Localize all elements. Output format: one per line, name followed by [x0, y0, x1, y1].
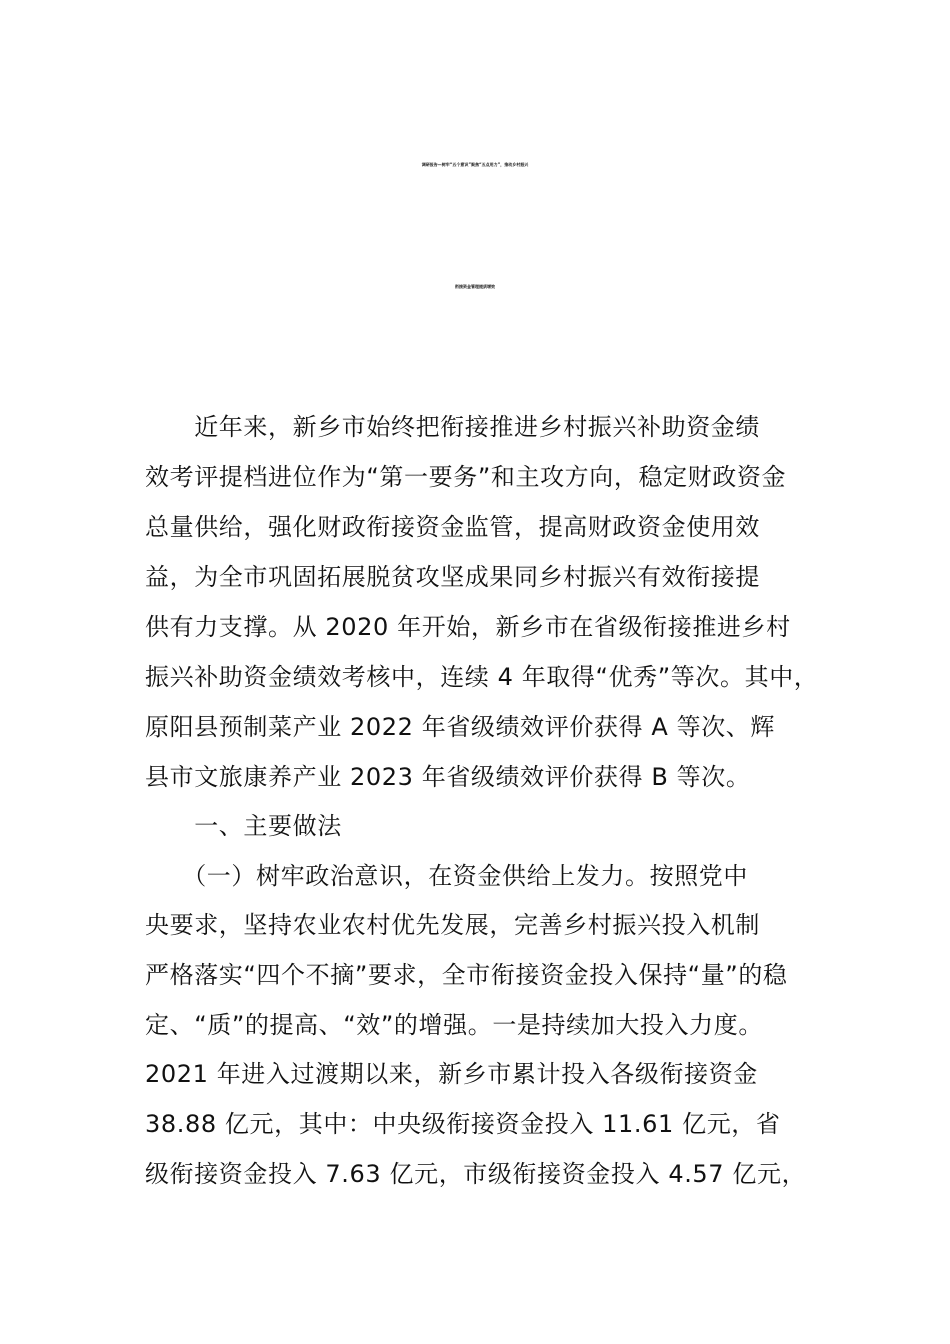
- document-title-line-1: 调研报告—树牢“五个意识”聚焦“五点用力”，推动乡村振兴: [421, 162, 529, 167]
- paragraph-line: 级衔接资金投入 7.63 亿元，市级衔接资金投入 4.57 亿元，: [145, 1160, 807, 1188]
- paragraph-line: （一）树牢政治意识，在资金供给上发力。按照党中: [145, 862, 748, 890]
- paragraph-line: 益，为全市巩固拓展脱贫攻坚成果同乡村振兴有效衔接提: [145, 563, 760, 591]
- paragraph-line: 效考评提档进位作为“第一要务”和主攻方向，稳定财政资金: [145, 463, 787, 491]
- paragraph-line: 振兴补助资金绩效考核中，连续 4 年取得“优秀”等次。其中，: [145, 663, 819, 691]
- paragraph-line: 原阳县预制菜产业 2022 年省级绩效评价获得 A 等次、辉: [145, 713, 776, 741]
- paragraph-line: 近年来，新乡市始终把衔接推进乡村振兴补助资金绩: [145, 413, 760, 441]
- paragraph-line: 央要求，坚持农业农村优先发展，完善乡村振兴投入机制: [145, 911, 760, 939]
- document-title-line-2: 衔接资金管理提质增效: [455, 284, 495, 289]
- paragraph-line: 县市文旅康养产业 2023 年省级绩效评价获得 B 等次。: [145, 763, 751, 791]
- paragraph-line: 总量供给，强化财政衔接资金监管，提高财政资金使用效: [145, 513, 760, 541]
- paragraph-line: 2021 年进入过渡期以来，新乡市累计投入各级衔接资金: [145, 1060, 758, 1088]
- paragraph-line: 定、“质”的提高、“效”的增强。一是持续加大投入力度。: [145, 1011, 763, 1039]
- paragraph-line: 38.88 亿元，其中：中央级衔接资金投入 11.61 亿元，省: [145, 1110, 781, 1138]
- paragraph-line: 供有力支撑。从 2020 年开始，新乡市在省级衔接推进乡村: [145, 613, 791, 641]
- section-heading: 一、主要做法: [145, 812, 342, 840]
- paragraph-line: 严格落实“四个不摘”要求，全市衔接资金投入保持“量”的稳: [145, 961, 788, 989]
